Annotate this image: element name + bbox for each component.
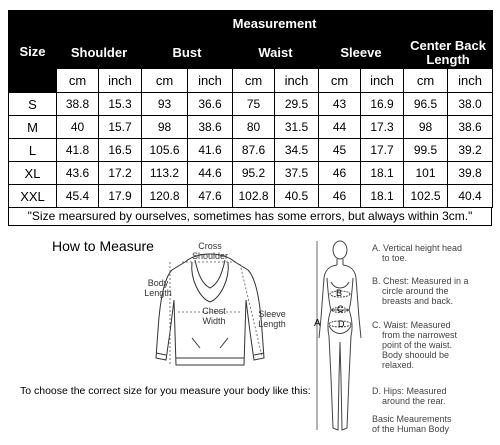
note-a-line1: A. Vertical height head: [372, 243, 463, 253]
human-body-figure: [315, 238, 365, 438]
cm-value-cell: 102.8: [233, 185, 275, 208]
cm-value-cell: 44: [319, 116, 361, 139]
sleeve-header: Sleeve: [319, 37, 404, 69]
cm-value-cell: 80: [233, 116, 275, 139]
size-chart-table: [8, 10, 493, 208]
cm-value-cell: 95.2: [233, 162, 275, 185]
body-length-label: [140, 278, 176, 298]
cm-value-cell: 113.2: [142, 162, 188, 185]
size-cell: M: [9, 116, 57, 139]
size-cell: S: [9, 93, 57, 116]
inch-value-cell: 17.3: [361, 116, 404, 139]
inch-value-cell: 29.5: [275, 93, 319, 116]
inch-value-cell: 17.9: [99, 185, 142, 208]
cm-value-cell: 38.8: [57, 93, 99, 116]
note-d-line2: around the rear.: [382, 396, 446, 406]
cm-value-cell: 99.5: [404, 139, 448, 162]
note-b-line2: circle around the: [382, 286, 449, 296]
shoulder-header: Shoulder: [57, 37, 142, 69]
inch-value-cell: 18.1: [361, 162, 404, 185]
inch-value-cell: 44.6: [188, 162, 233, 185]
note-chest: [372, 276, 469, 306]
note-c-line5: relaxed.: [382, 360, 415, 370]
table-row: [9, 116, 493, 139]
table-row: [9, 139, 493, 162]
inch-value-cell: 39.2: [448, 139, 493, 162]
inch-value-cell: 38.0: [448, 93, 493, 116]
unit-inch: inch: [361, 69, 404, 93]
inch-value-cell: 37.5: [275, 162, 319, 185]
center-back-label: Center Back: [410, 37, 486, 53]
unit-inch: inch: [188, 69, 233, 93]
inch-value-cell: 16.9: [361, 93, 404, 116]
choose-size-instruction: To choose the correct size for you measure your body like this:: [20, 385, 311, 397]
cm-value-cell: 43: [319, 93, 361, 116]
cm-value-cell: 120.8: [142, 185, 188, 208]
size-cell: XXL: [9, 185, 57, 208]
cross-shoulder-label: [192, 241, 228, 261]
size-cell: XL: [9, 162, 57, 185]
cm-value-cell: 96.5: [404, 93, 448, 116]
inch-value-cell: 17.7: [361, 139, 404, 162]
inch-value-cell: 40.4: [448, 185, 493, 208]
note-b-line3: breasts and back.: [382, 296, 454, 306]
unit-cm: cm: [404, 69, 448, 93]
inch-value-cell: 34.5: [275, 139, 319, 162]
inch-value-cell: 17.2: [99, 162, 142, 185]
inch-value-cell: 47.6: [188, 185, 233, 208]
inch-value-cell: 15.7: [99, 116, 142, 139]
note-c-line1: C. Waist: Measured: [372, 320, 451, 330]
cm-value-cell: 102.5: [404, 185, 448, 208]
unit-cm: cm: [233, 69, 275, 93]
table-row: [9, 162, 493, 185]
cm-value-cell: 40: [57, 116, 99, 139]
note-a-line2: to toe.: [382, 253, 408, 263]
inch-value-cell: 31.5: [275, 116, 319, 139]
inch-value-cell: 38.6: [188, 116, 233, 139]
sleeve-length-label: [254, 309, 290, 329]
waist-header: Waist: [233, 37, 319, 69]
cm-value-cell: 45: [319, 139, 361, 162]
unit-cm: cm: [319, 69, 361, 93]
cm-value-cell: 75: [233, 93, 275, 116]
table-row: [9, 185, 493, 208]
size-column-header: Size: [9, 11, 57, 93]
basic-line2: of the Human Body: [372, 424, 450, 434]
sleeve-label: Sleeve: [258, 309, 286, 319]
cm-value-cell: 87.6: [233, 139, 275, 162]
letter-a: A: [314, 318, 321, 329]
body-label: Body: [147, 278, 169, 288]
cm-value-cell: 105.6: [142, 139, 188, 162]
cm-value-cell: 93: [142, 93, 188, 116]
basic-line1: Basic Meaurements: [372, 414, 452, 424]
measurement-header: Measurement: [57, 11, 493, 37]
cm-value-cell: 101: [404, 162, 448, 185]
center-back-length-header: [404, 37, 493, 69]
inch-value-cell: 18.1: [361, 185, 404, 208]
measurement-disclaimer: "Size mearsured by ourselves, sometimes has some errors, but always within 3cm.": [8, 207, 492, 226]
cm-value-cell: 45.4: [57, 185, 99, 208]
note-c-line4: Body shoould be: [382, 350, 450, 360]
length-label: Length: [426, 51, 470, 67]
inch-value-cell: 15.3: [99, 93, 142, 116]
note-c-line3: point of the waist.: [382, 340, 453, 350]
note-d-line1: D. Hips: Measured: [372, 386, 447, 396]
note-height: [372, 243, 462, 263]
cross-label: Cross: [198, 241, 222, 251]
length-label: Length: [144, 288, 172, 298]
note-c-line2: from the narrowest: [382, 330, 458, 340]
cm-value-cell: 46: [319, 185, 361, 208]
letter-d: D: [338, 319, 345, 329]
cm-value-cell: 43.6: [57, 162, 99, 185]
inch-value-cell: 16.5: [99, 139, 142, 162]
inch-value-cell: 41.6: [188, 139, 233, 162]
bust-header: Bust: [142, 37, 233, 69]
inch-value-cell: 38.6: [448, 116, 493, 139]
note-waist: [372, 320, 457, 370]
table-row: [9, 93, 493, 116]
shoulder-label: Shoulder: [192, 251, 229, 261]
letter-c: C: [337, 304, 344, 314]
inch-value-cell: 40.5: [275, 185, 319, 208]
note-hips: [372, 386, 447, 406]
chest-label: Chest: [202, 306, 226, 316]
letter-b: B: [336, 288, 343, 298]
basic-measurements-caption: [372, 414, 452, 434]
unit-cm: cm: [57, 69, 99, 93]
length-label: Length: [258, 319, 286, 329]
unit-cm: cm: [142, 69, 188, 93]
size-cell: L: [9, 139, 57, 162]
cm-value-cell: 98: [142, 116, 188, 139]
unit-inch: inch: [448, 69, 493, 93]
unit-inch: inch: [99, 69, 142, 93]
width-label: Width: [202, 316, 226, 326]
cm-value-cell: 41.8: [57, 139, 99, 162]
inch-value-cell: 36.6: [188, 93, 233, 116]
chest-width-label: [196, 306, 232, 326]
cm-value-cell: 98: [404, 116, 448, 139]
note-b-line1: B. Chest: Measured in a: [372, 276, 469, 286]
inch-value-cell: 39.8: [448, 162, 493, 185]
how-to-measure-title: How to Measure: [52, 238, 154, 254]
cm-value-cell: 46: [319, 162, 361, 185]
unit-inch: inch: [275, 69, 319, 93]
